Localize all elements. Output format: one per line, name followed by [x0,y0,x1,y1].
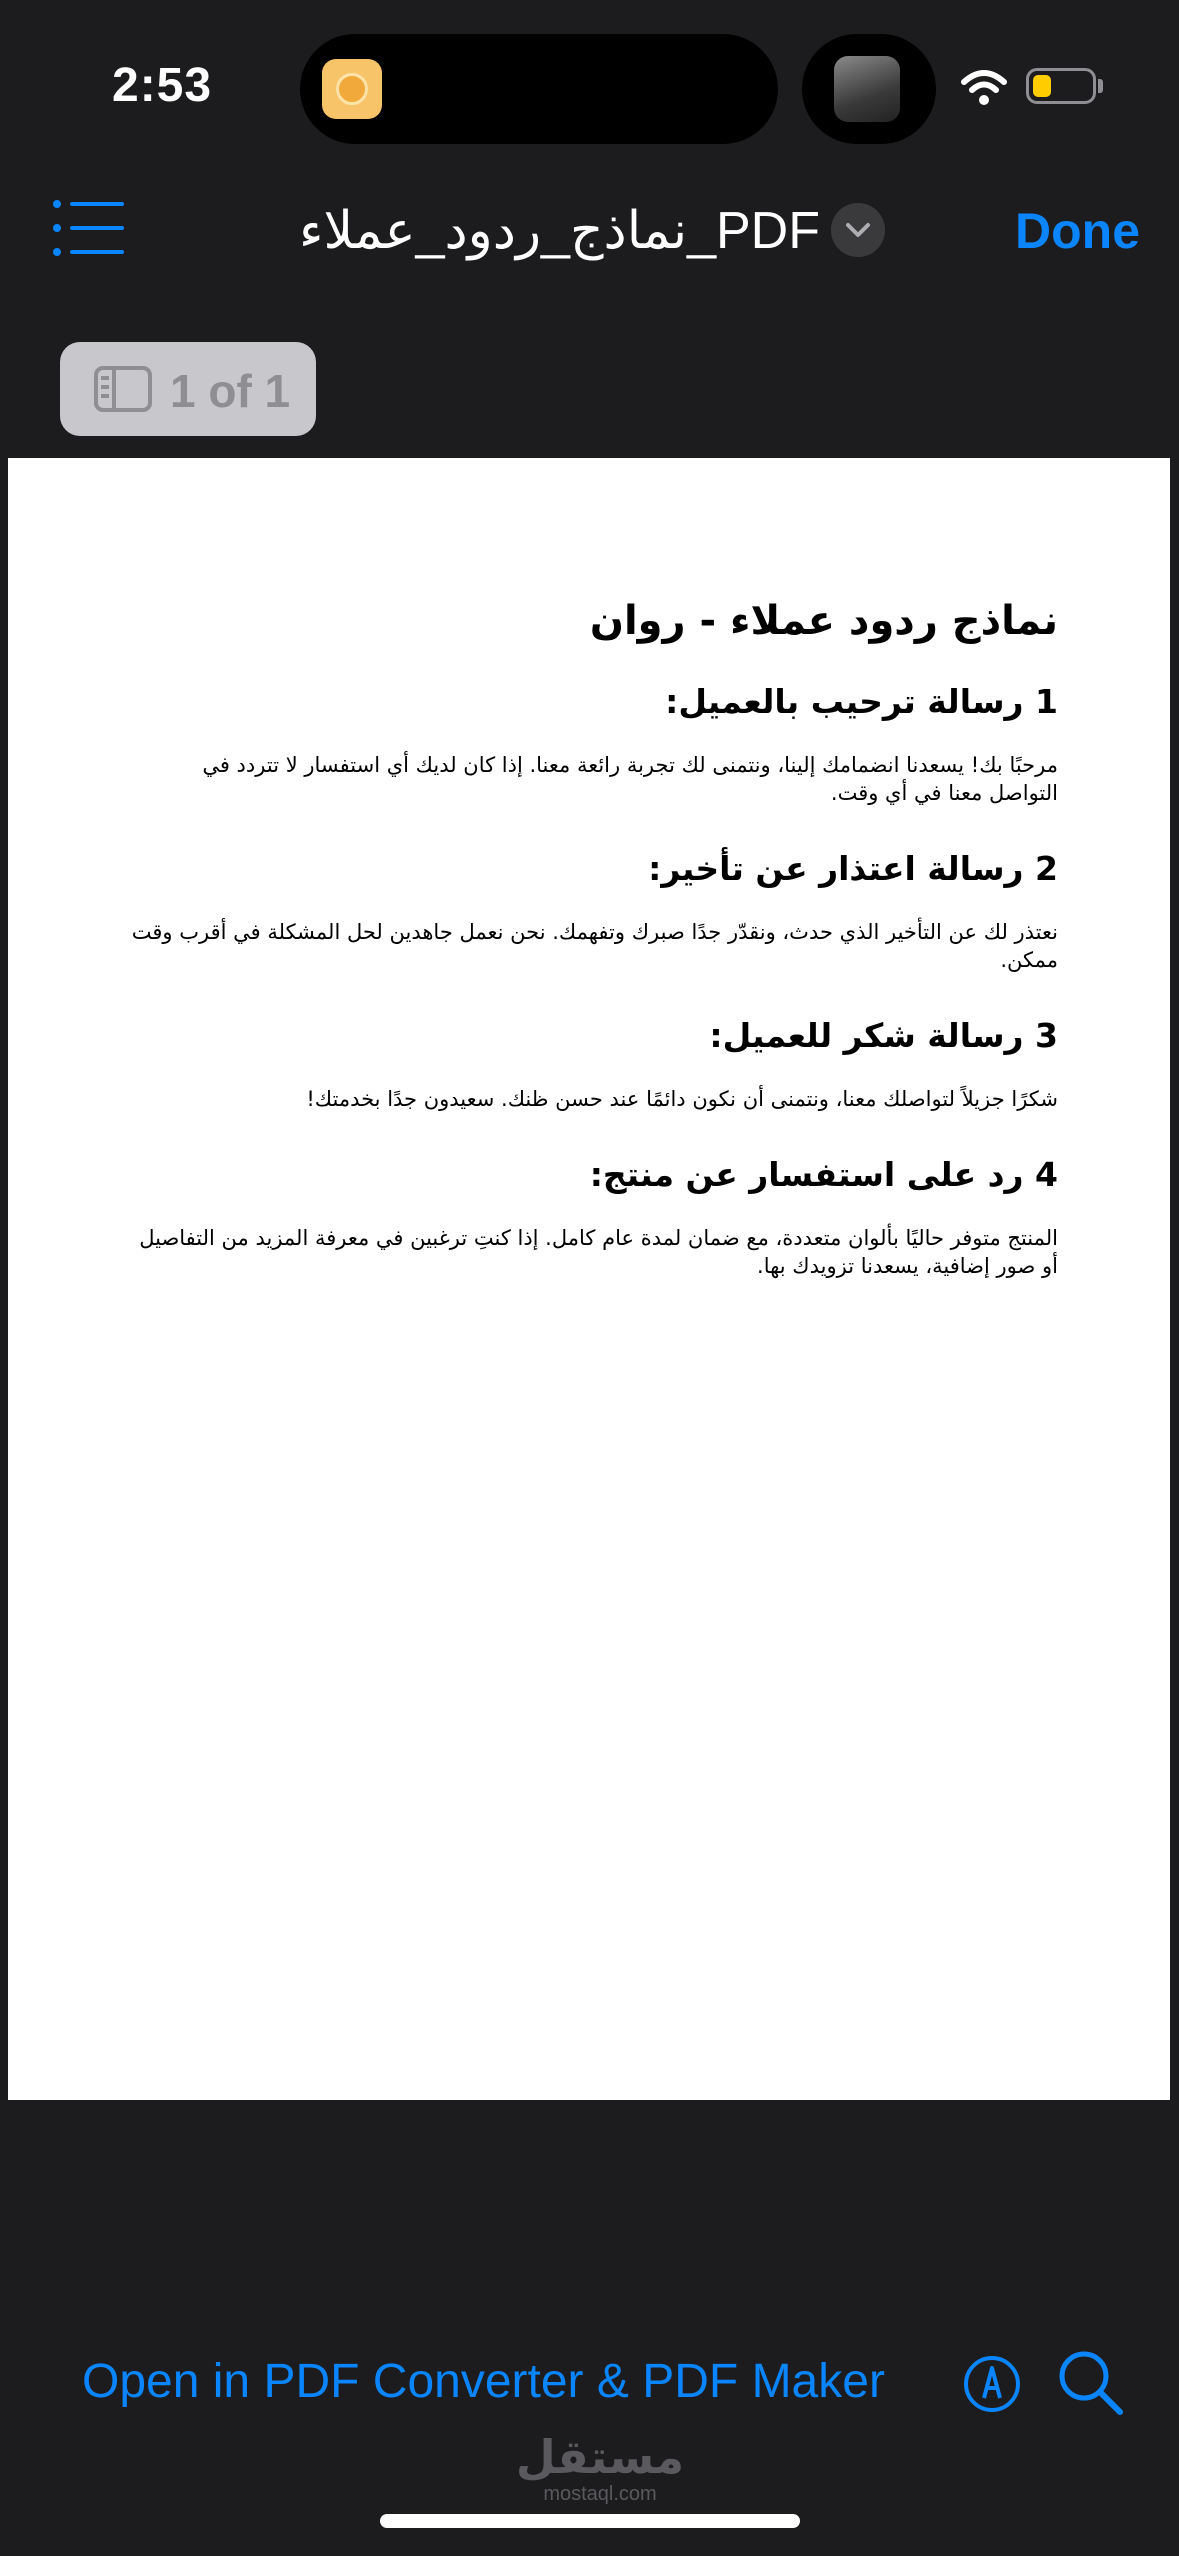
section-heading: 1 رسالة ترحيب بالعميل: [665,682,1058,721]
battery-level [1033,75,1051,97]
watermark-logo: مستقل [515,2430,685,2484]
page-indicator-text: 1 of 1 [170,365,291,417]
chevron-down-icon[interactable] [831,203,885,257]
pdf-content [128,598,1058,1322]
bottom-toolbar [0,2340,1179,2440]
wifi-icon [960,68,1008,108]
watermark-site: mostaql.com [543,2483,657,2505]
pdf-title: نماذج ردود عملاء - روان [589,598,1058,644]
sidebar-icon [94,366,152,412]
search-icon[interactable] [1056,2348,1126,2418]
media-thumbnail[interactable] [834,56,900,122]
status-bar [0,0,1179,170]
markup-pen-icon[interactable] [962,2352,1022,2416]
document-title[interactable]: نماذج_ردود_عملاء_PDF [299,202,820,260]
section-heading: 3 رسالة شكر للعميل: [709,1016,1058,1055]
dynamic-island-secondary[interactable] [802,34,936,144]
section-heading: 2 رسالة اعتذار عن تأخير: [648,849,1058,888]
section-body: المنتج متوفر حاليًا بألوان متعددة، مع ضمان لمدة عام كامل. إذا كنتِ ترغبين في معرفة المزيد من التفاصيل أو صور إضافية، يسعدنا تزويدك بها. [139,1226,1058,1278]
done-button[interactable]: Done [1015,203,1140,259]
list-icon[interactable] [52,198,126,258]
section-body: شكرًا جزيلاً لتواصلك معنا، ونتمنى أن نكون دائمًا عند حسن ظنك. سعيدون جدًا بخدمتك! [306,1087,1058,1111]
battery-tip [1098,79,1103,93]
status-time: 2:53 [112,59,213,112]
open-in-app-button[interactable]: Open in PDF Converter & PDF Maker [82,2355,885,2408]
nav-bar [0,170,1179,310]
section-body: مرحبًا بك! يسعدنا انضمامك إلينا، ونتمنى لك تجربة رائعة معنا. إذا كان لديك أي استفسار لا تتردد في التواصل معنا في أي وقت. [202,753,1058,805]
section-body: نعتذر لك عن التأخير الذي حدث، ونقدّر جدًا صبرك وتفهمك. نحن نعمل جاهدين لحل المشكلة في أقرب وقت ممكن. [131,920,1058,972]
section-heading: 4 رد على استفسار عن منتج: [589,1155,1058,1194]
page-indicator[interactable] [60,342,316,436]
battery-icon [1026,68,1096,104]
dynamic-island[interactable] [300,34,778,144]
watermark [500,2432,700,2510]
home-indicator[interactable] [380,2514,800,2528]
live-activity-app-icon[interactable] [322,59,382,119]
pdf-page[interactable] [8,458,1170,2100]
